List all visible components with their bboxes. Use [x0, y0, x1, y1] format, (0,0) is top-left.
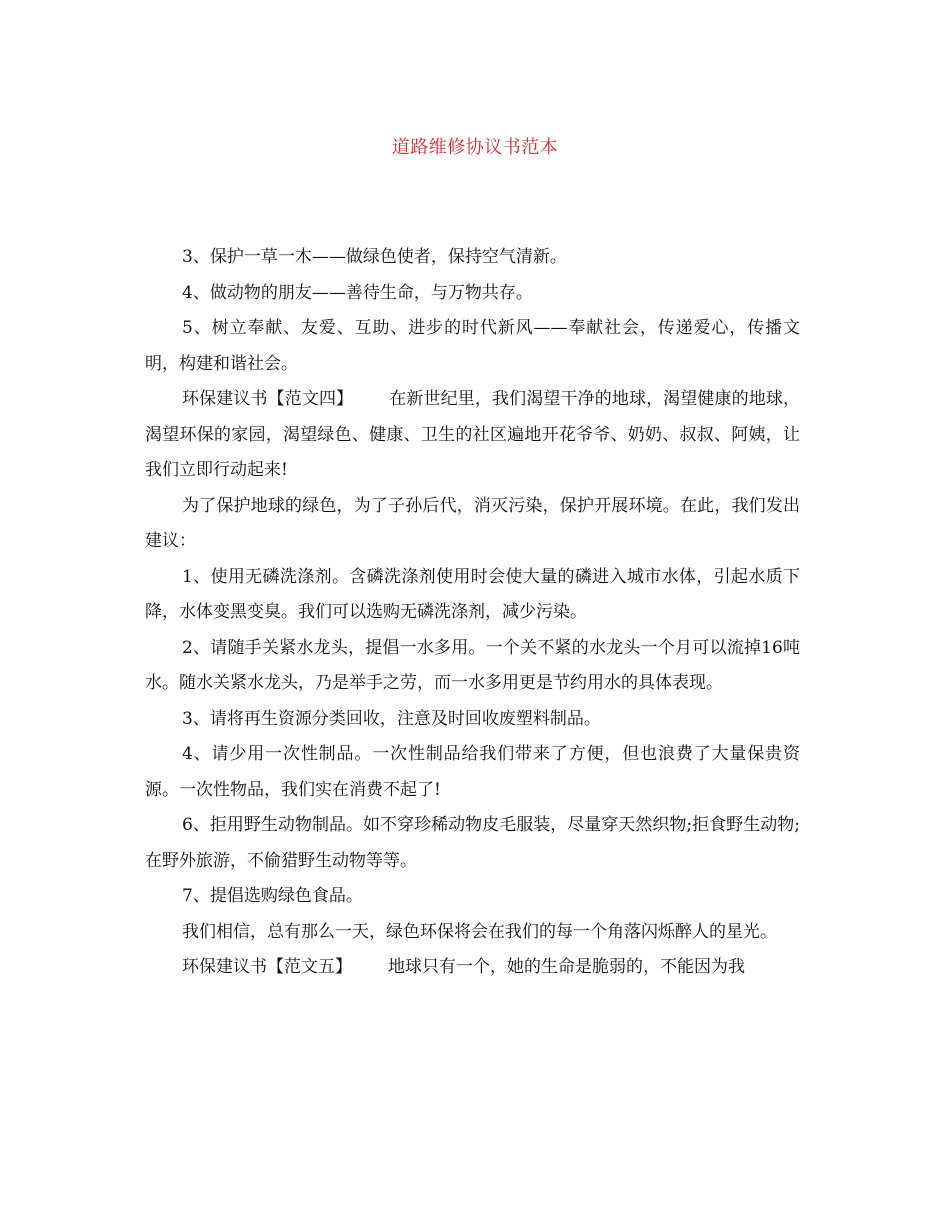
paragraph-text: 5、树立奉献、友爱、互助、进步的时代新风——奉献社会，传递爱心，传播文明，构建和谐社会。	[145, 318, 800, 374]
document-title: 道路维修协议书范本	[391, 137, 559, 158]
paragraph	[145, 879, 800, 915]
paragraph-text: 3、保护一草一木——做绿色使者，保持空气清新。	[182, 247, 567, 267]
paragraph	[145, 311, 800, 382]
section-heading: 环保建议书【范文五】	[182, 957, 352, 977]
paragraph-text: 3、请将再生资源分类回收，注意及时回收废塑料制品。	[182, 708, 601, 729]
paragraph-text: 我们相信，总有那么一天，绿色环保将会在我们的每一个角落闪烁醉人的星光。	[182, 921, 777, 942]
paragraph	[145, 702, 800, 738]
paragraph	[145, 489, 800, 560]
paragraph	[145, 808, 800, 879]
paragraph-text: 4、做动物的朋友——善待生命，与万物共存。	[182, 282, 533, 303]
paragraph	[145, 737, 800, 808]
paragraph-text: 7、提倡选购绿色食品。	[182, 886, 363, 906]
paragraph-text: 为了保护地球的绿色，为了子孙后代，消灭污染，保护开展环境。在此，我们发出建议：	[145, 495, 800, 551]
paragraph-text: 在新世纪里，我们渴望干净的地球，渴望健康的地球，渴望环保的家园，渴望绿色、健康、卫生的社区遍地开花爷爷、奶奶、叔叔、阿姨，让我们立即行动起来!	[145, 389, 801, 480]
paragraph-text: 6、拒用野生动物制品。如不穿珍稀动物皮毛服装，尽量穿天然织物;拒食野生动物;在野外旅游，不偷猎野生动物等等。	[145, 815, 800, 871]
paragraph	[145, 276, 800, 312]
paragraph-text: 4、请少用一次性制品。一次性制品给我们带来了方便，但也浪费了大量保贵资源。一次性物品，我们实在消费不起了!	[145, 744, 800, 800]
section-heading: 环保建议书【范文四】	[182, 389, 354, 409]
paragraph	[145, 560, 800, 631]
paragraph	[145, 915, 800, 951]
paragraph	[145, 950, 800, 986]
paragraph-text: 1、使用无磷洗涤剂。含磷洗涤剂使用时会使大量的磷进入城市水体，引起水质下降，水体变黑变臭。我们可以选购无磷洗涤剂，减少污染。	[145, 566, 800, 622]
paragraph	[145, 631, 800, 702]
paragraph-text: 2、请随手关紧水龙头，提倡一水多用。一个关不紧的水龙头一个月可以流掉16吨水。随水关紧水龙头，乃是举手之劳，而一水多用更是节约用水的具体表现。	[145, 637, 800, 693]
paragraph	[145, 240, 800, 276]
paragraph	[145, 382, 800, 489]
document-body	[145, 240, 800, 986]
paragraph-text: 地球只有一个，她的生命是脆弱的，不能因为我	[388, 957, 745, 977]
